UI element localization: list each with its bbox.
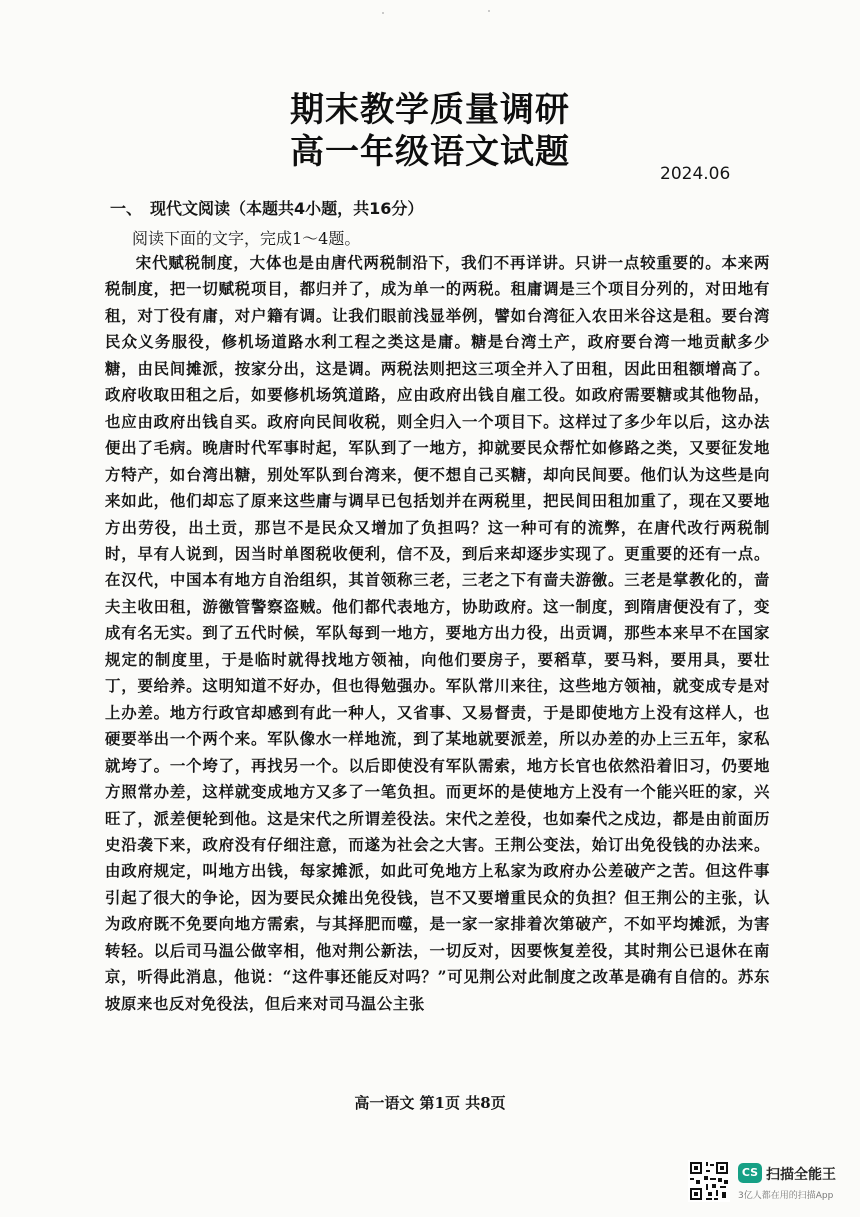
camscanner-logo-icon: CS bbox=[738, 1163, 762, 1183]
scan-speck bbox=[488, 10, 490, 12]
page-footer: 高一语文 第1页 共8页 bbox=[354, 1094, 506, 1112]
exam-title: 期末教学质量调研 bbox=[290, 90, 570, 130]
exam-subtitle: 高一年级语文试题 bbox=[290, 132, 570, 172]
passage-paragraph: 宋代赋税制度，大体也是由唐代两税制沿下，我们不再详讲。只讲一点较重要的。本来两税制度，把一切赋税项目，都归并了，成为单一的两税。租庸调是三个项目分列的，对田地有租，对丁役有庸，对户籍有调。让我们眼前浅显举例，譬如台湾征入农田米谷这是租。要台湾民众义务服役，修机场道路水利工程之类这是庸。糖是台湾土产，政府要台湾一地贡献多少糖，由民间摊派，按家分出，这是调。两税法则把这三项全并入了田租，因此田租额增高了。政府收取田租之后，如要修机场筑道路，应由政府出钱自雇工役。如政府需要糖或其他物品，也应由政府出钱自买。政府向民间收税，则全归入一个项目下。这样过了多少年以后，这办法便出了毛病。晚唐时代军事时起，军队到了一地方，抑就要民众帮忙如修路之类，又要征发地方特产，如台湾出糖，别处军队到台湾来，便不想自己买糖，却向民间要。他们认为这些是向来如此，他们却忘了原来这些庸与调早已包括划并在两税里，把民间田租加重了，现在又要地方出劳役，出土贡，那岂不是民众又增加了负担吗？这一种可有的流弊，在唐代改行两税制时，早有人说到，因当时单图税收便利，信不及，到后来却逐步实现了。更重要的还有一点。在汉代，中国本有地方自治组织，其首领称三老，三老之下有啬夫游徼。三老是掌教化的，啬夫主收田租，游徼管警察盗贼。他们都代表地方，协助政府。这一制度，到隋唐便没有了，变成有名无实。到了五代时候，军队每到一地方，要地方出力役，出贡调，那些本来早不在国家规定的制度里，于是临时就得找地方领袖，向他们要房子，要稻草，要马料，要用具，要壮丁，要给养。这明知道不好办，但也得勉强办。军队常川来往，这些地方领袖，就变成专是对上办差。地方行政官却感到有此一种人，又省事、又易督责，于是即使地方上没有这样人，也硬要举出一个两个来。军队像水一样地流，到了某地就要派差，所以办差的办上三五年，家私就垮了。一个垮了，再找另一个。以后即使没有军队需索，地方长官也依然沿着旧习，仍要地方照常办差，这样就变成地方又多了一笔负担。而更坏的是使地方上没有一个能兴旺的家，兴旺了，派差便轮到他。这是宋代之所谓差役法。宋代之差役，也如秦代之戍边，都是由前面历史沿袭下来，政府没有仔细注意，而遂为社会之大害。王荆公变法，始订出免役钱的办法来。由政府规定，叫地方出钱，每家摊派，如此可免地方上私家为政府办公差破产之苦。但这件事引起了很大的争论，因为要民众摊出免役钱，岂不又要增重民众的负担？但王荆公的主张，认为政府既不免要向地方需索，与其择肥而噬，是一家一家排着次第破产，不如平均摊派，为害转轻。以后司马温公做宰相，他对荆公新法，一切反对，因要恢复差役，其时荆公已退休在南京，听得此消息，他说：“这件事还能反对吗？”可见荆公对此制度之改革是确有自信的。苏东坡原来也反对免役法，但后来对司马温公主张 bbox=[105, 254, 770, 1013]
scanner-watermark bbox=[738, 1163, 848, 1203]
scan-speck bbox=[382, 12, 384, 14]
section-title: 现代文阅读（本题共4小题，共16分） bbox=[150, 199, 424, 218]
reading-passage bbox=[105, 250, 770, 1017]
scanner-tagline: 3亿人都在用的扫描App bbox=[738, 1191, 834, 1201]
scanner-brand-name: 扫描全能王 bbox=[766, 1167, 836, 1183]
section-number: 一、 bbox=[110, 199, 143, 218]
qr-code-icon bbox=[688, 1160, 730, 1202]
reading-instruction: 阅读下面的文字，完成1～4题。 bbox=[132, 229, 361, 248]
exam-date: 2024.06 bbox=[660, 164, 731, 184]
section-heading bbox=[110, 196, 423, 219]
